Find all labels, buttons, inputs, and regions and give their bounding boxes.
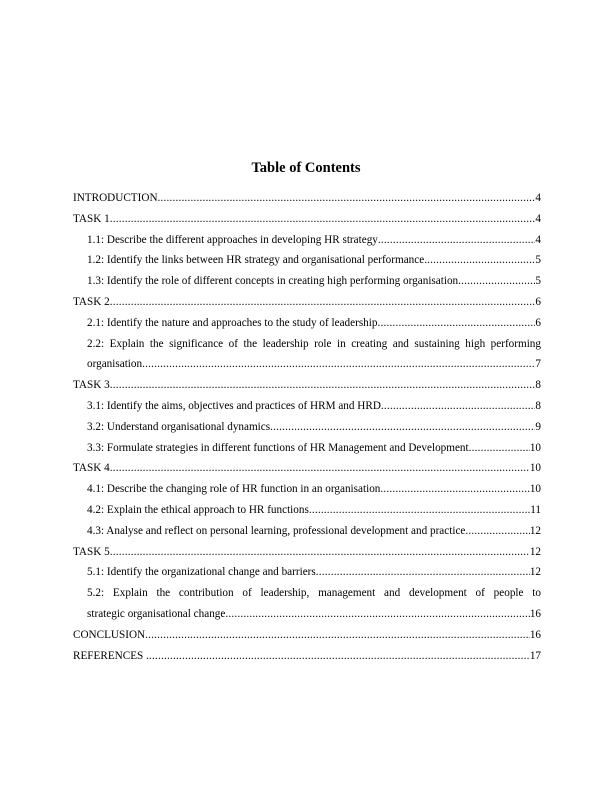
toc-page-number: 6: [535, 316, 541, 329]
toc-entry-continuation: [87, 604, 541, 625]
dot-leader: [110, 209, 536, 230]
toc-entry-text: TASK 3: [73, 379, 110, 392]
toc-entry-4-1[interactable]: [73, 479, 541, 500]
toc-entry-1-1[interactable]: [73, 230, 541, 251]
toc-title: Table of Contents: [251, 160, 361, 176]
toc-entry-text: TASK 4: [73, 462, 110, 475]
toc-entry-task-5[interactable]: [73, 542, 541, 563]
toc-entry-text: 2.2: Explain the significance of the leadership role in creating and sustaining high performing: [87, 337, 541, 350]
table-of-contents: [73, 188, 541, 666]
dot-leader: [110, 375, 536, 396]
toc-entry-3-3[interactable]: [73, 438, 541, 459]
dot-leader: [309, 500, 530, 521]
toc-page-number: 10: [529, 441, 541, 454]
toc-entry-text: TASK 1: [73, 212, 110, 225]
toc-page-number: 11: [530, 503, 541, 516]
toc-entry-text: TASK 5: [73, 545, 110, 558]
dot-leader: [380, 479, 529, 500]
toc-entry-5-2[interactable]: [73, 583, 541, 625]
dot-leader: [316, 562, 530, 583]
toc-page-number: 4: [535, 212, 541, 225]
toc-page-number: 4: [535, 233, 541, 246]
toc-entry-3-2[interactable]: [73, 417, 541, 438]
toc-entry-text: 2.1: Identify the nature and approaches to the study of leadership: [87, 316, 378, 329]
toc-page-number: 6: [535, 295, 541, 308]
toc-entry-text: 3.3: Formulate strategies in different functions of HR Management and Development: [87, 441, 469, 454]
toc-entry-continuation: [87, 354, 541, 375]
toc-entry-text: 1.2: Identify the links between HR strategy and organisational performance: [87, 254, 425, 267]
toc-entry-5-1[interactable]: [73, 562, 541, 583]
dot-leader: [142, 354, 535, 375]
dot-leader: [270, 417, 535, 438]
toc-entry-text: 3.2: Understand organisational dynamics: [87, 420, 271, 433]
toc-page-number: 17: [529, 649, 541, 662]
dot-leader: [377, 313, 535, 334]
toc-entry-text-continued: organisation: [87, 358, 143, 371]
toc-page-number: 8: [535, 379, 541, 392]
toc-entry-text: 5.1: Identify the organizational change and barriers: [87, 566, 316, 579]
toc-page-number: 12: [529, 566, 541, 579]
toc-entry-text: 1.3: Identify the role of different concepts in creating high performing organisation: [87, 275, 459, 288]
toc-page-number: 5: [535, 254, 541, 267]
toc-entry-4-3[interactable]: [73, 521, 541, 542]
toc-entry-text: 4.2: Explain the ethical approach to HR functions: [87, 503, 309, 516]
toc-page-number: 10: [529, 483, 541, 496]
dot-leader: [158, 188, 536, 209]
dot-leader: [145, 625, 530, 646]
dot-leader: [469, 438, 530, 459]
toc-entry-text: INTRODUCTION: [73, 192, 158, 204]
toc-entry-text: REFERENCES: [73, 649, 147, 662]
toc-entry-conclusion[interactable]: [73, 625, 541, 646]
toc-entry-1-2[interactable]: [73, 250, 541, 271]
toc-entry-text: TASK 2: [73, 295, 110, 308]
dot-leader: [458, 271, 535, 292]
dot-leader: [110, 458, 530, 479]
toc-entry-text: 3.1: Identify the aims, objectives and practices of HRM and HRD: [87, 399, 381, 412]
toc-entry-text: 5.2: Explain the contribution of leadership, management and development of people to: [87, 587, 541, 600]
toc-entry-text-continued: strategic organisational change: [87, 607, 226, 620]
toc-entry-task-2[interactable]: [73, 292, 541, 313]
toc-page-number: 7: [535, 358, 541, 371]
toc-entry-1-3[interactable]: [73, 271, 541, 292]
toc-entry-introduction[interactable]: [73, 188, 541, 209]
toc-page-number: 12: [529, 524, 541, 537]
toc-entry-text: 4.3: Analyse and reflect on personal learning, professional development and practice: [87, 524, 466, 537]
toc-entry-2-2[interactable]: [73, 334, 541, 376]
dot-leader: [225, 604, 529, 625]
toc-entry-4-2[interactable]: [73, 500, 541, 521]
toc-entry-3-1[interactable]: [73, 396, 541, 417]
toc-page-number: 9: [535, 420, 541, 433]
toc-entry-task-1[interactable]: [73, 209, 541, 230]
dot-leader: [378, 230, 536, 251]
toc-page-number: 4: [535, 192, 541, 204]
toc-page-number: 5: [535, 275, 541, 288]
toc-entry-text: CONCLUSION: [73, 628, 146, 641]
toc-page-number: 8: [535, 399, 541, 412]
toc-entry-references[interactable]: [73, 646, 541, 667]
dot-leader: [146, 646, 530, 667]
dot-leader: [110, 542, 530, 563]
toc-entry-text: 1.1: Describe the different approaches in developing HR strategy: [87, 233, 378, 246]
toc-entry-text: 4.1: Describe the changing role of HR function in an organisation: [87, 483, 381, 496]
toc-page-number: 16: [529, 607, 541, 620]
toc-entry-task-4[interactable]: [73, 458, 541, 479]
dot-leader: [424, 250, 535, 271]
toc-page-number: 10: [529, 462, 541, 475]
toc-page-number: 12: [529, 545, 541, 558]
dot-leader: [110, 292, 536, 313]
toc-page-number: 16: [529, 628, 541, 641]
toc-entry-task-3[interactable]: [73, 375, 541, 396]
dot-leader: [381, 396, 535, 417]
toc-entry-2-1[interactable]: [73, 313, 541, 334]
dot-leader: [465, 521, 529, 542]
